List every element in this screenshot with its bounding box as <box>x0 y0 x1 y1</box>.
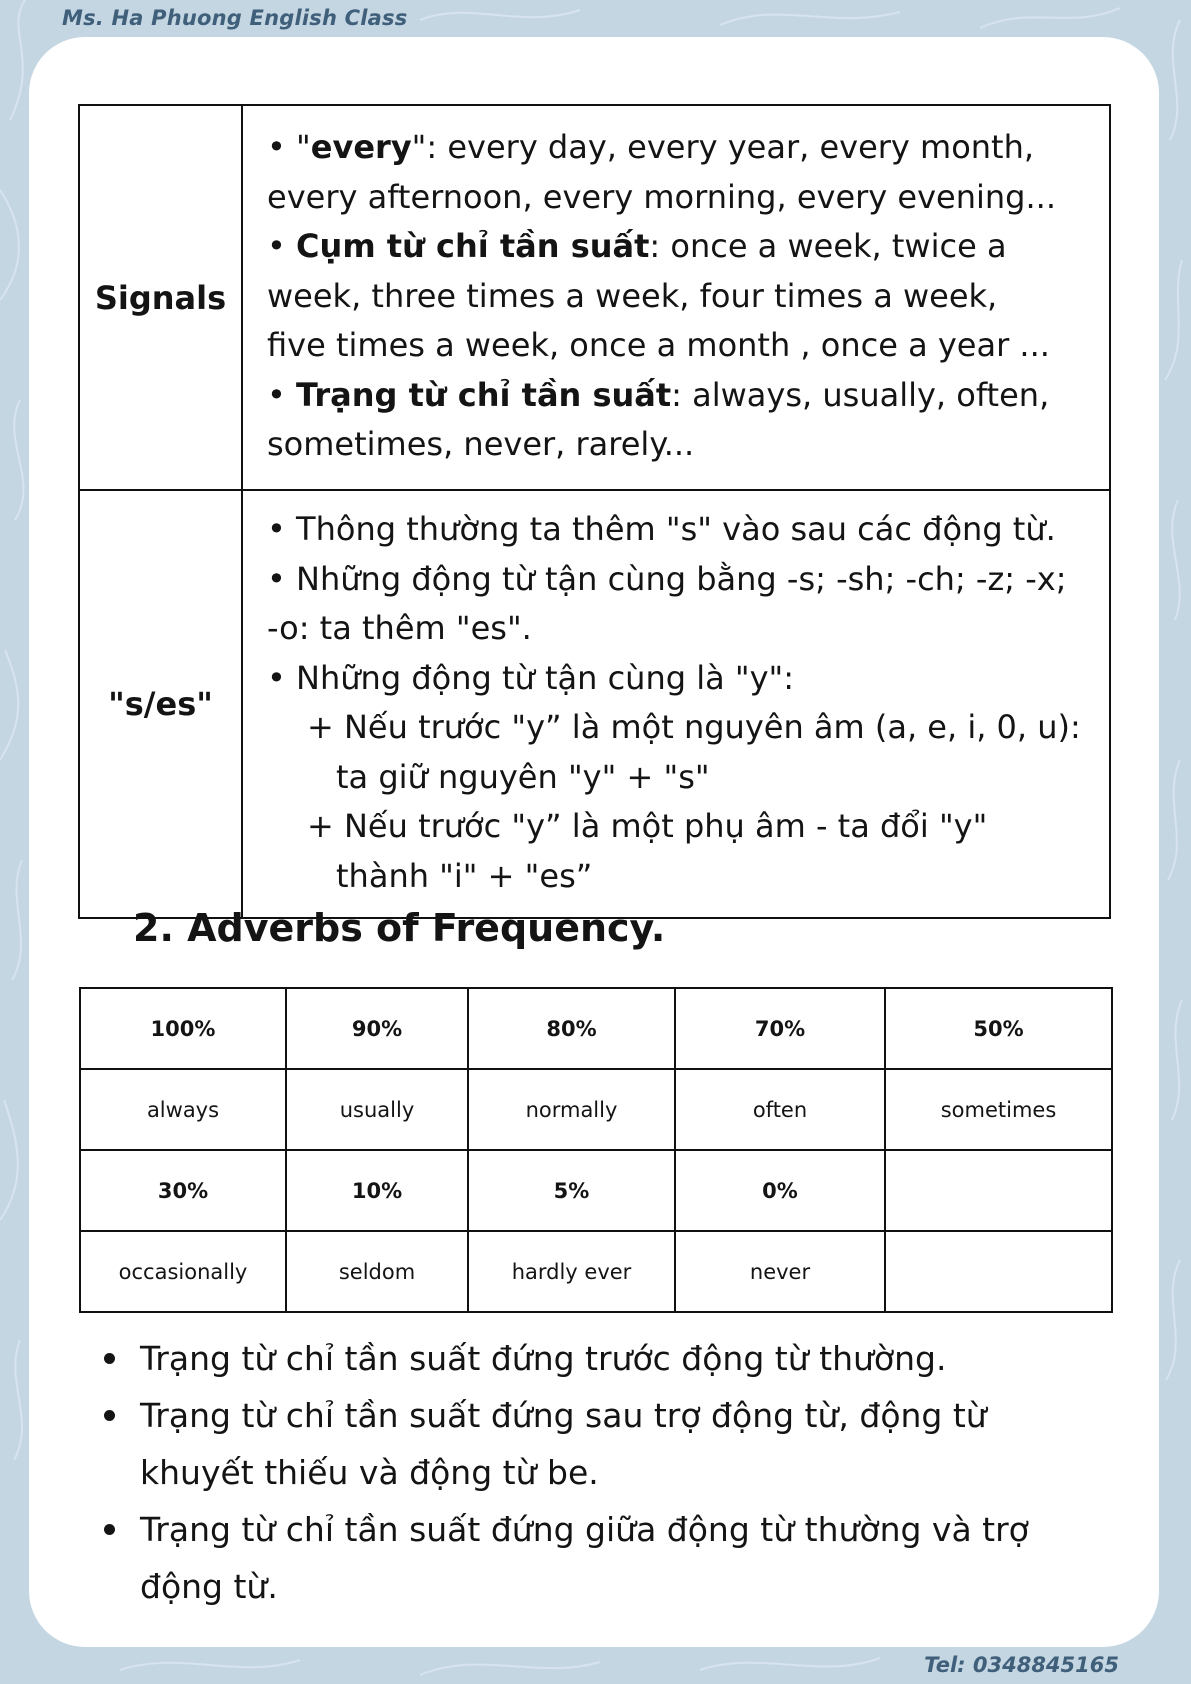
usage-note: Trạng từ chỉ tần suất đứng sau trợ động từ, động từ khuyết thiếu và động từ be. <box>100 1387 1120 1501</box>
signals-line: five times a week, once a month , once a year ... <box>267 326 1050 365</box>
s-es-line: • Thông thường ta thêm "s" vào sau các động từ. <box>267 510 1056 548</box>
bullet-icon <box>104 1410 115 1421</box>
adverb-cell: hardly ever <box>468 1231 675 1312</box>
adverb-cell: never <box>675 1231 885 1312</box>
percent-cell: 30% <box>80 1150 286 1231</box>
adverb-cell: normally <box>468 1069 675 1150</box>
s-es-row <box>79 490 1110 918</box>
frequency-table <box>79 987 1113 1313</box>
percent-cell: 70% <box>675 988 885 1069</box>
signals-line: sometimes, never, rarely... <box>267 425 695 464</box>
adverb-cell: often <box>675 1069 885 1150</box>
percent-cell: 100% <box>80 988 286 1069</box>
percent-cell: 50% <box>885 988 1112 1069</box>
percent-cell: 0% <box>675 1150 885 1231</box>
signals-content <box>242 105 1110 490</box>
frequency-percent-row <box>80 1150 1112 1231</box>
adverb-cell: usually <box>286 1069 468 1150</box>
signals-line: • Trạng từ chỉ tần suất: always, usually, often, <box>267 375 1050 414</box>
class-brand-title: Ms. Ha Phuong English Class <box>62 6 408 30</box>
s-es-line: • Những động từ tận cùng là "y": <box>267 658 795 697</box>
adverb-cell: sometimes <box>885 1069 1112 1150</box>
signals-line: every afternoon, every morning, every evening... <box>267 177 1056 216</box>
percent-cell: 80% <box>468 988 675 1069</box>
usage-notes-list <box>100 1330 1120 1615</box>
frequency-percent-row <box>80 988 1112 1069</box>
signals-line: • "every": every day, every year, every month, <box>267 128 1035 167</box>
signals-row <box>79 105 1110 490</box>
frequency-word-row <box>80 1069 1112 1150</box>
percent-cell: 5% <box>468 1150 675 1231</box>
adverb-cell: always <box>80 1069 286 1150</box>
usage-note: Trạng từ chỉ tần suất đứng trước động từ thường. <box>100 1330 1120 1387</box>
bullet-icon <box>104 1353 115 1364</box>
frequency-word-row <box>80 1231 1112 1312</box>
s-es-line: ta giữ nguyên "y" + "s" <box>336 757 710 796</box>
s-es-header: "s/es" <box>79 490 242 918</box>
s-es-line: • Những động từ tận cùng bằng -s; -sh; -ch; -z; -x; <box>267 559 1067 598</box>
adverb-cell: occasionally <box>80 1231 286 1312</box>
s-es-line: -o: ta thêm "es". <box>267 609 532 647</box>
signals-line: • Cụm từ chỉ tần suất: once a week, twice a <box>267 227 1007 266</box>
empty-cell <box>885 1150 1112 1231</box>
footer-phone: Tel: 0348845165 <box>924 1653 1119 1677</box>
adverb-cell: seldom <box>286 1231 468 1312</box>
percent-cell: 90% <box>286 988 468 1069</box>
signals-header: Signals <box>79 105 242 490</box>
s-es-line: + Nếu trước "y” là một nguyên âm (a, e, i, 0, u): <box>307 708 1081 746</box>
s-es-line: thành "i" + "es” <box>336 856 593 895</box>
section-title: 2. Adverbs of Frequency. <box>133 906 666 950</box>
signals-line: week, three times a week, four times a week, <box>267 276 998 315</box>
present-simple-table <box>78 104 1111 919</box>
usage-note: Trạng từ chỉ tần suất đứng giữa động từ thường và trợ động từ. <box>100 1501 1120 1615</box>
s-es-content <box>242 490 1110 918</box>
empty-cell <box>885 1231 1112 1312</box>
s-es-line: + Nếu trước "y” là một phụ âm - ta đổi "y" <box>307 807 988 845</box>
percent-cell: 10% <box>286 1150 468 1231</box>
bullet-icon <box>104 1524 115 1535</box>
